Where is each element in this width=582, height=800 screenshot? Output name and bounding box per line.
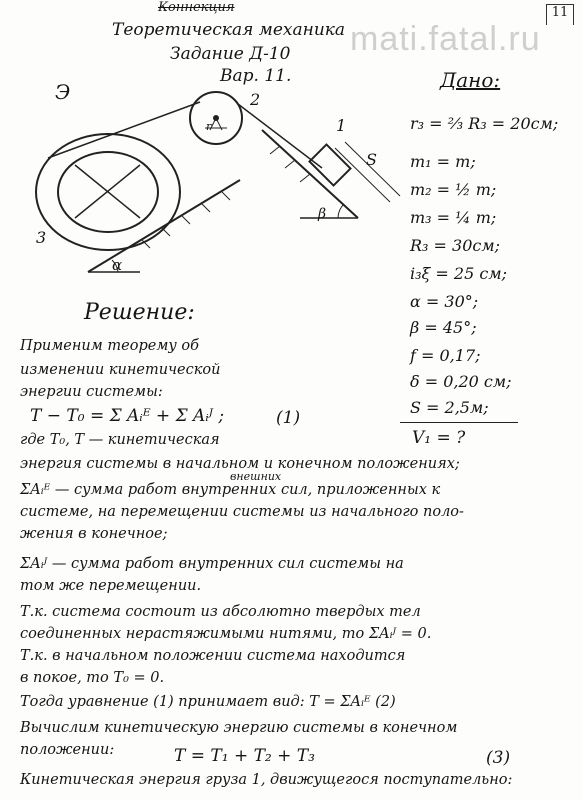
label-wheel-3: 3 [36,228,47,247]
label-pulley-2: 2 [250,90,261,109]
solution-line: Т.к. система состоит из абсолютно твердых тел [20,604,421,620]
label-alpha: α [112,256,123,274]
solution-line: где T₀, T — кинетическая [20,432,220,448]
solution-line: Кинетическая энергия груза 1, движущегося поступательно: [20,772,513,788]
solution-line: положении: [20,742,115,758]
solution-line: жения в конечное; [20,526,168,542]
task-title: Задание Д-10 [170,44,291,64]
solution-line: Т.к. в начальном положении система находится [20,648,406,664]
solution-title: Решение: [84,300,195,325]
corner-mark: Э [55,80,71,104]
solution-line: системе, на перемещении системы из начального поло- [20,504,464,520]
given-item: δ = 0,20 см; [410,372,512,391]
solution-line: том же перемещении. [20,578,202,594]
label-beta: β [318,206,327,222]
solution-line: энергии системы: [20,384,163,400]
solution-line: Тогда уравнение (1) принимает вид: T = ΣAᵢᴱ (2) [20,694,396,710]
given-item: S = 2,5м; [410,398,489,417]
equation-3-number: (3) [486,748,511,768]
given-item: m₂ = ½ m; [410,180,497,199]
solution-line: соединенных нерастяжимыми нитями, то ΣAᵢᴶ = 0. [20,626,432,642]
given-item: r₃ = ⅔ R₃ = 20см; [410,114,559,133]
equation-1-number: (1) [276,408,301,428]
page-number: 11 [546,4,574,25]
inserted-word: внешних [230,470,282,483]
label-distance-s: S [366,150,377,169]
find-value: V₁ = ? [412,428,466,448]
solution-line: Применим теорему об [20,338,199,354]
given-item: m₃ = ¼ m; [410,208,497,227]
given-item: m₁ = m; [410,152,476,171]
equation-3: T = T₁ + T₂ + T₃ [174,746,315,766]
solution-line: в покое, то T₀ = 0. [20,670,165,686]
crossed-out-line: Коннекция [158,0,235,15]
given-divider [400,422,518,423]
solution-line: Вычислим кинетическую энергию системы в конечном [20,720,458,736]
variant-title: Вар. 11. [220,66,292,86]
watermark: mati.fatal.ru [350,20,541,58]
solution-line: энергия системы в начальном и конечном положениях; [20,456,460,472]
given-title: Дано: [440,68,501,92]
solution-line: ΣAᵢᴶ — сумма работ внутренних сил системы на [20,556,404,572]
label-pulley-r: r [206,120,212,133]
given-item: α = 30°; [410,292,479,311]
label-block-1: 1 [336,116,347,135]
given-item: i₃ξ = 25 см; [410,264,507,283]
subject-title: Теоретическая механика [112,20,346,40]
given-item: β = 45°; [410,318,477,337]
solution-line: ΣAᵢᴱ — сумма работ внутренних сил, приложенных к [20,482,441,498]
given-item: f = 0,17; [410,346,481,365]
equation-1: T − T₀ = Σ Aᵢᴱ + Σ Aᵢᴶ ; [30,406,225,426]
solution-line: изменении кинетической [20,362,221,378]
given-item: R₃ = 30см; [410,236,501,255]
